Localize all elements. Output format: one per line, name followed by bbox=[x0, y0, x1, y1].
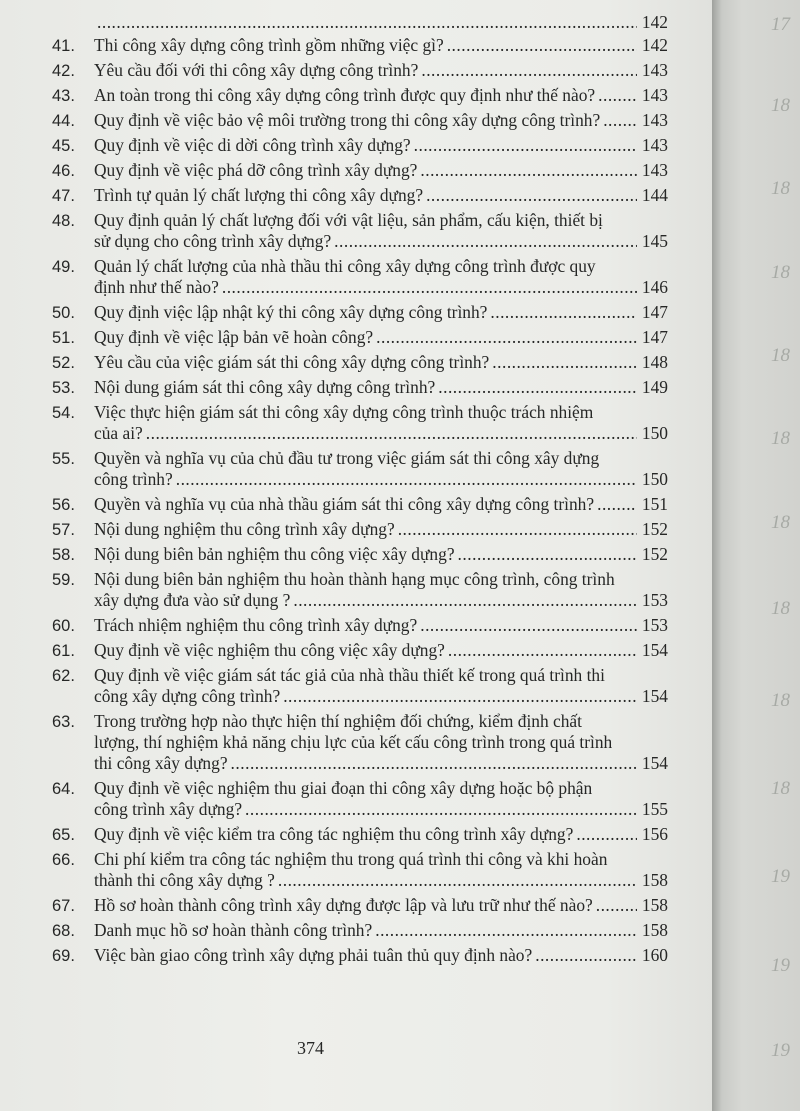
toc-entry bbox=[52, 519, 668, 540]
toc-entry bbox=[52, 35, 668, 56]
toc-entry bbox=[52, 494, 668, 515]
ghost-text: 17 bbox=[771, 14, 790, 35]
toc-entry bbox=[52, 824, 668, 845]
leader-dots bbox=[447, 35, 637, 56]
toc-entry bbox=[52, 160, 668, 181]
toc-title: Quy định về việc phá dỡ công trình xây dựng? bbox=[94, 160, 418, 180]
toc-entry bbox=[52, 210, 668, 252]
toc-title: Danh mục hồ sơ hoàn thành công trình? bbox=[94, 920, 373, 940]
leader-dots bbox=[438, 377, 637, 398]
toc-entry bbox=[52, 640, 668, 661]
toc-entry bbox=[52, 110, 668, 131]
leader-dots bbox=[420, 160, 637, 181]
toc-number: 43. bbox=[52, 87, 75, 105]
leader-dots bbox=[597, 494, 637, 515]
toc-title: An toàn trong thi công xây dựng công trình được quy định như thế nào? bbox=[94, 85, 596, 105]
toc-page: 158 bbox=[641, 870, 668, 890]
toc-number: 63. bbox=[52, 713, 75, 731]
toc-page: 150 bbox=[641, 423, 668, 443]
leader-dots bbox=[598, 85, 637, 106]
toc-entry bbox=[52, 665, 668, 707]
leader-dots bbox=[576, 824, 637, 845]
toc-title: Nội dung biên bản nghiệm thu công việc xây dựng? bbox=[94, 544, 455, 564]
toc-page: 154 bbox=[641, 686, 668, 706]
toc-title: Quy định về việc di dời công trình xây dựng? bbox=[94, 135, 411, 155]
toc-number: 45. bbox=[52, 137, 75, 155]
ghost-text: 18 bbox=[771, 345, 790, 366]
toc-title: sử dụng cho công trình xây dựng? bbox=[94, 231, 332, 251]
toc-entry bbox=[52, 920, 668, 941]
toc-number: 69. bbox=[52, 947, 75, 965]
toc-title: Quy định về việc bảo vệ môi trường trong thi công xây dựng công trình? bbox=[94, 110, 601, 130]
toc-title-line: Quy định về việc nghiệm thu giai đoạn thi công xây dựng hoặc bộ phận bbox=[94, 778, 593, 798]
toc-entry bbox=[52, 185, 668, 206]
toc-page: 147 bbox=[641, 327, 668, 347]
table-of-contents bbox=[52, 12, 668, 970]
toc-number: 61. bbox=[52, 642, 75, 660]
toc-title: Quyền và nghĩa vụ của nhà thầu giám sát thi công xây dựng công trình? bbox=[94, 494, 595, 514]
toc-title-line: Quy định về việc giám sát tác giả của nhà thầu thiết kế trong quá trình thi bbox=[94, 665, 605, 685]
toc-number: 48. bbox=[52, 212, 75, 230]
toc-entry bbox=[52, 256, 668, 298]
toc-title-line: Việc thực hiện giám sát thi công xây dựng công trình thuộc trách nhiệm bbox=[94, 402, 594, 422]
toc-number: 65. bbox=[52, 826, 75, 844]
leader-dots bbox=[414, 135, 637, 156]
toc-page: 153 bbox=[641, 590, 668, 610]
toc-number: 68. bbox=[52, 922, 75, 940]
toc-title: Quy định về việc lập bản vẽ hoàn công? bbox=[94, 327, 374, 347]
toc-page: 143 bbox=[641, 160, 668, 180]
toc-entry bbox=[52, 448, 668, 490]
leader-dots bbox=[421, 60, 637, 81]
toc-number: 42. bbox=[52, 62, 75, 80]
toc-number: 44. bbox=[52, 112, 75, 130]
leader-dots bbox=[603, 110, 637, 131]
toc-number: 62. bbox=[52, 667, 75, 685]
toc-title-line: Quy định quản lý chất lượng đối với vật liệu, sản phẩm, cấu kiện, thiết bị bbox=[94, 210, 603, 230]
toc-entry bbox=[52, 569, 668, 611]
toc-title: Yêu cầu của việc giám sát thi công xây dựng công trình? bbox=[94, 352, 490, 372]
leader-dots bbox=[376, 327, 637, 348]
toc-page: 149 bbox=[641, 377, 668, 397]
toc-title-line: Chi phí kiểm tra công tác nghiệm thu trong quá trình thi công và khi hoàn bbox=[94, 849, 608, 869]
toc-title-line: Nội dung biên bản nghiệm thu hoàn thành hạng mục công trình, công trình bbox=[94, 569, 615, 589]
toc-title: của ai? bbox=[94, 423, 143, 443]
toc-number: 41. bbox=[52, 37, 75, 55]
ghost-text: 19 bbox=[771, 866, 790, 887]
toc-page: 160 bbox=[641, 945, 668, 965]
toc-title: Quy định việc lập nhật ký thi công xây dựng công trình? bbox=[94, 302, 488, 322]
leader-dots bbox=[492, 352, 637, 373]
leader-dots bbox=[176, 469, 637, 490]
toc-number: 52. bbox=[52, 354, 75, 372]
leader-dots bbox=[420, 615, 637, 636]
toc-number: 47. bbox=[52, 187, 75, 205]
toc-number: 54. bbox=[52, 404, 75, 422]
toc-entry bbox=[52, 60, 668, 81]
ghost-text: 18 bbox=[771, 690, 790, 711]
toc-page: 152 bbox=[641, 519, 668, 539]
toc-entry bbox=[52, 402, 668, 444]
ghost-text: 19 bbox=[771, 1040, 790, 1061]
leader-dots bbox=[596, 895, 637, 916]
leader-dots bbox=[97, 12, 637, 33]
toc-number: 64. bbox=[52, 780, 75, 798]
toc-entry bbox=[52, 85, 668, 106]
toc-title: Quy định về việc nghiệm thu công việc xây dựng? bbox=[94, 640, 445, 660]
toc-entry bbox=[52, 895, 668, 916]
toc-page: 143 bbox=[641, 85, 668, 105]
toc-number: 49. bbox=[52, 258, 75, 276]
toc-title: Quy định về việc kiểm tra công tác nghiệm thu công trình xây dựng? bbox=[94, 824, 574, 844]
toc-title: công trình? bbox=[94, 469, 173, 489]
toc-page: 148 bbox=[641, 352, 668, 372]
ghost-text: 18 bbox=[771, 778, 790, 799]
toc-page: 143 bbox=[641, 110, 668, 130]
toc-entry-top bbox=[52, 12, 668, 33]
toc-page: 154 bbox=[641, 753, 668, 773]
toc-page: 143 bbox=[641, 135, 668, 155]
toc-title: thành thi công xây dựng ? bbox=[94, 870, 275, 890]
adjacent-page-edge bbox=[712, 0, 800, 1111]
leader-dots bbox=[334, 231, 637, 252]
toc-page: 142 bbox=[641, 12, 668, 32]
toc-entry bbox=[52, 302, 668, 323]
toc-title: công xây dựng công trình? bbox=[94, 686, 281, 706]
toc-entry bbox=[52, 849, 668, 891]
toc-number: 53. bbox=[52, 379, 75, 397]
toc-page: 144 bbox=[641, 185, 668, 205]
toc-number: 58. bbox=[52, 546, 75, 564]
leader-dots bbox=[490, 302, 637, 323]
toc-title-line: Quyền và nghĩa vụ của chủ đầu tư trong việc giám sát thi công xây dựng bbox=[94, 448, 600, 468]
toc-entry bbox=[52, 544, 668, 565]
toc-title: Trách nhiệm nghiệm thu công trình xây dựng? bbox=[94, 615, 418, 635]
toc-entry bbox=[52, 711, 668, 774]
toc-title: Nội dung nghiệm thu công trình xây dựng? bbox=[94, 519, 395, 539]
toc-number: 51. bbox=[52, 329, 75, 347]
toc-title: thi công xây dựng? bbox=[94, 753, 228, 773]
toc-number: 56. bbox=[52, 496, 75, 514]
toc-title-line: Trong trường hợp nào thực hiện thí nghiệm đối chứng, kiểm định chất bbox=[94, 711, 582, 731]
toc-entry bbox=[52, 352, 668, 373]
toc-number: 66. bbox=[52, 851, 75, 869]
toc-title-line: Quản lý chất lượng của nhà thầu thi công xây dựng công trình được quy bbox=[94, 256, 596, 276]
toc-number: 57. bbox=[52, 521, 75, 539]
leader-dots bbox=[278, 870, 637, 891]
toc-title: công trình xây dựng? bbox=[94, 799, 243, 819]
leader-dots bbox=[231, 753, 637, 774]
toc-title: Trình tự quản lý chất lượng thi công xây dựng? bbox=[94, 185, 424, 205]
toc-entry bbox=[52, 945, 668, 966]
leader-dots bbox=[426, 185, 637, 206]
ghost-text: 19 bbox=[771, 955, 790, 976]
toc-entry bbox=[52, 615, 668, 636]
ghost-text: 18 bbox=[771, 598, 790, 619]
toc-entry bbox=[52, 135, 668, 156]
toc-title: Thi công xây dựng công trình gồm những việc gì? bbox=[94, 35, 444, 55]
toc-number: 59. bbox=[52, 571, 75, 589]
toc-page: 146 bbox=[641, 277, 668, 297]
toc-page: 145 bbox=[641, 231, 668, 251]
leader-dots bbox=[535, 945, 637, 966]
toc-title: định như thế nào? bbox=[94, 277, 219, 297]
leader-dots bbox=[222, 277, 637, 298]
toc-title: Yêu cầu đối với thi công xây dựng công trình? bbox=[94, 60, 419, 80]
toc-page: 153 bbox=[641, 615, 668, 635]
toc-page: 150 bbox=[641, 469, 668, 489]
toc-number: 50. bbox=[52, 304, 75, 322]
toc-page: 142 bbox=[641, 35, 668, 55]
toc-page: 147 bbox=[641, 302, 668, 322]
toc-number: 60. bbox=[52, 617, 75, 635]
toc-title: Nội dung giám sát thi công xây dựng công trình? bbox=[94, 377, 436, 397]
ghost-text: 18 bbox=[771, 95, 790, 116]
toc-title: Hồ sơ hoàn thành công trình xây dựng được lập và lưu trữ như thế nào? bbox=[94, 895, 593, 915]
toc-page: 158 bbox=[641, 895, 668, 915]
ghost-text: 18 bbox=[771, 178, 790, 199]
toc-entry bbox=[52, 327, 668, 348]
toc-page: 155 bbox=[641, 799, 668, 819]
toc-page: 143 bbox=[641, 60, 668, 80]
toc-number: 46. bbox=[52, 162, 75, 180]
ghost-text: 18 bbox=[771, 512, 790, 533]
leader-dots bbox=[458, 544, 637, 565]
leader-dots bbox=[375, 920, 637, 941]
toc-page: 158 bbox=[641, 920, 668, 940]
leader-dots bbox=[146, 423, 637, 444]
toc-number: 55. bbox=[52, 450, 75, 468]
toc-title-line: lượng, thí nghiệm khả năng chịu lực của kết cấu công trình trong quá trình bbox=[94, 732, 613, 752]
ghost-text: 18 bbox=[771, 262, 790, 283]
toc-page: 152 bbox=[641, 544, 668, 564]
toc-number: 67. bbox=[52, 897, 75, 915]
leader-dots bbox=[245, 799, 637, 820]
ghost-text: 18 bbox=[771, 428, 790, 449]
toc-page: 151 bbox=[641, 494, 668, 514]
toc-page: 156 bbox=[641, 824, 668, 844]
leader-dots bbox=[448, 640, 637, 661]
leader-dots bbox=[293, 590, 637, 611]
toc-page: 154 bbox=[641, 640, 668, 660]
toc-entry bbox=[52, 377, 668, 398]
leader-dots bbox=[283, 686, 637, 707]
toc-entry bbox=[52, 778, 668, 820]
page-number: 374 bbox=[297, 1038, 324, 1058]
leader-dots bbox=[398, 519, 637, 540]
toc-title: xây dựng đưa vào sử dụng ? bbox=[94, 590, 291, 610]
toc-title: Việc bàn giao công trình xây dựng phải tuân thủ quy định nào? bbox=[94, 945, 533, 965]
